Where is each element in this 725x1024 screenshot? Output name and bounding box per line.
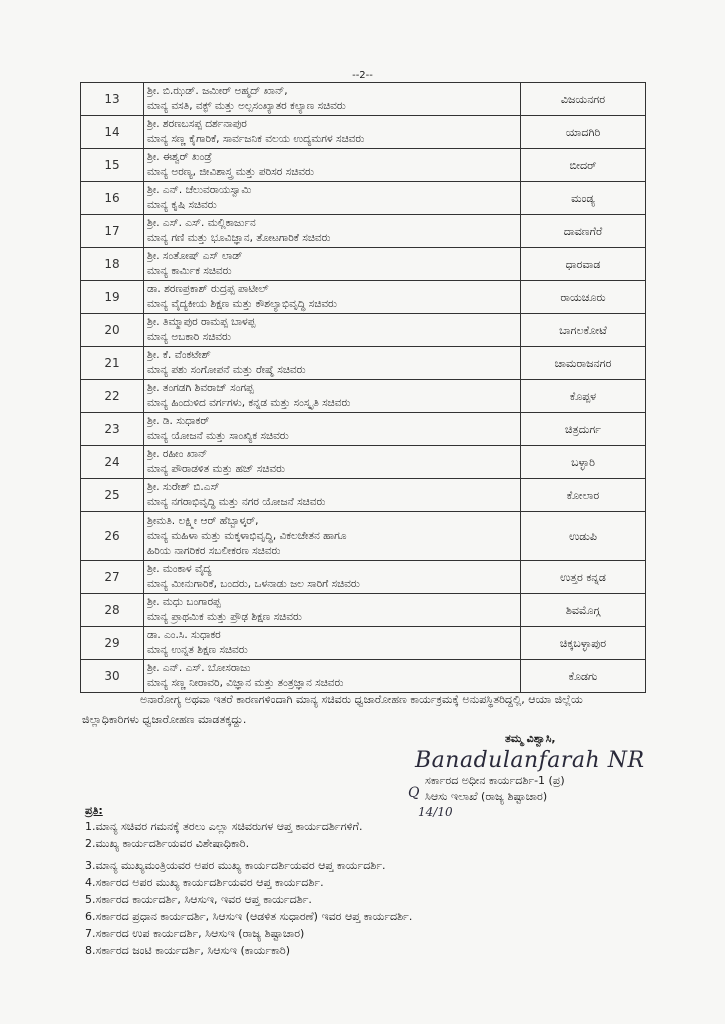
initials-date: 14/10	[418, 805, 453, 819]
minister-name: ಶ್ರೀ. ಸಂತೋಷ್ ಎಸ್ ಲಾಡ್	[147, 250, 243, 262]
copy-item: 7.ಸರ್ಕಾರದ ಉಪ ಕಾರ್ಯದರ್ಶಿ, ಸಿಆಸುಇ (ರಾಜ್ಯ ಶಿಷ್ಟಾಚಾರ)	[85, 927, 305, 940]
copy-heading: ಪ್ರತಿ:	[85, 804, 103, 817]
minister-name: ಡಾ. ಶರಣಪ್ರಕಾಶ್ ರುದ್ರಪ್ಪ ಪಾಟೀಲ್	[147, 283, 269, 295]
serial-number: 27	[81, 561, 144, 594]
district: ದಾವಣಗೆರೆ	[521, 215, 646, 248]
district: ಬಾಗಲಕೋಟೆ	[521, 314, 646, 347]
minister-cell	[144, 215, 521, 248]
district: ಚಿಕ್ಕಬಳ್ಳಾಪುರ	[521, 627, 646, 660]
copy-item: 5.ಸರ್ಕಾರದ ಕಾರ್ಯದರ್ಶಿ, ಸಿಆಸುಇ, ಇವರ ಆಪ್ತ ಕಾರ್ಯದರ್ಶಿ.	[85, 893, 312, 906]
copy-list	[85, 818, 645, 959]
district: ಯಾದಗಿರಿ	[521, 116, 646, 149]
district: ಮಂಡ್ಯ	[521, 182, 646, 215]
serial-number: 19	[81, 281, 144, 314]
serial-number: 22	[81, 380, 144, 413]
minister-cell	[144, 413, 521, 446]
serial-number: 18	[81, 248, 144, 281]
minister-name: ಶ್ರೀ. ಮಂಕಾಳ ವೈದ್ಯ	[147, 563, 212, 575]
minister-cell	[144, 512, 521, 561]
minister-cell	[144, 347, 521, 380]
minister-portfolio: ಮಾನ್ಯ ಪ್ರಾಥಮಿಕ ಮತ್ತು ಪ್ರೌಢ ಶಿಕ್ಷಣ ಸಚಿವರು	[147, 611, 302, 623]
signature: Banadulanfarah NR	[415, 748, 645, 773]
page-number: --2--	[352, 70, 373, 81]
minister-portfolio: ಮಾನ್ಯ ಪೌರಾಡಳಿತ ಮತ್ತು ಹಜ್ ಸಚಿವರು	[147, 463, 285, 475]
district: ಬೀದರ್	[521, 149, 646, 182]
table-row	[81, 594, 646, 627]
serial-number: 17	[81, 215, 144, 248]
district: ಕೋಲಾರ	[521, 479, 646, 512]
minister-name: ಶ್ರೀಮತಿ. ಲಕ್ಷ್ಮೀ ಆರ್ ಹೆಬ್ಬಾಳ್ಕರ್,	[147, 514, 259, 527]
minister-name: ಶ್ರೀ. ಈಶ್ವರ್ ಖಂಡ್ರೆ	[147, 151, 212, 163]
minister-portfolio: ಮಾನ್ಯ ಅಬಕಾರಿ ಸಚಿವರು	[147, 331, 231, 343]
minister-cell	[144, 83, 521, 116]
serial-number: 23	[81, 413, 144, 446]
serial-number: 25	[81, 479, 144, 512]
table-row	[81, 83, 646, 116]
table-row	[81, 116, 646, 149]
serial-number: 28	[81, 594, 144, 627]
serial-number: 14	[81, 116, 144, 149]
minister-portfolio: ಮಾನ್ಯ ಉನ್ನತ ಶಿಕ್ಷಣ ಸಚಿವರು	[147, 644, 248, 656]
district: ಕೊಪ್ಪಳ	[521, 380, 646, 413]
minister-portfolio: ಮಾನ್ಯ ನಗರಾಭಿವೃದ್ಧಿ ಮತ್ತು ನಗರ ಯೋಜನೆ ಸಚಿವರು	[147, 496, 326, 508]
copy-item: 2.ಮುಖ್ಯ ಕಾರ್ಯದರ್ಶಿಯವರ ವಿಶೇಷಾಧಿಕಾರಿ.	[85, 837, 250, 850]
minister-cell	[144, 116, 521, 149]
minister-name: ಶ್ರೀ. ಡಿ. ಸುಧಾಕರ್	[147, 415, 210, 427]
minister-name: ಶ್ರೀ. ಎಸ್. ಎಸ್. ಮಲ್ಲಿಕಾರ್ಜುನ	[147, 217, 256, 229]
district: ಧಾರವಾಡ	[521, 248, 646, 281]
minister-name: ಶ್ರೀ. ತಿಮ್ಮಾಪುರ ರಾಮಪ್ಪ ಬಾಳಪ್ಪ	[147, 316, 256, 328]
minister-cell	[144, 281, 521, 314]
minister-portfolio: ಮಾನ್ಯ ಸಣ್ಣ ಕೈಗಾರಿಕೆ, ಸಾರ್ವಜನಿಕ ವಲಯ ಉದ್ಯಮಗಳ ಸಚಿವರು	[147, 133, 365, 145]
district: ರಾಯಚೂರು	[521, 281, 646, 314]
copy-item: 4.ಸರ್ಕಾರದ ಅಪರ ಮುಖ್ಯ ಕಾರ್ಯದರ್ಶಿಯವರ ಆಪ್ತ ಕಾರ್ಯದರ್ಶಿ.	[85, 876, 324, 889]
serial-number: 20	[81, 314, 144, 347]
table-row	[81, 660, 646, 693]
copy-item: 8.ಸರ್ಕಾರದ ಜಂಟಿ ಕಾರ್ಯದರ್ಶಿ, ಸಿಆಸುಇ (ಕಾರ್ಯಕಾರಿ)	[85, 944, 290, 957]
minister-portfolio: ಮಾನ್ಯ ಹಿಂದುಳಿದ ವರ್ಗಗಳು, ಕನ್ನಡ ಮತ್ತು ಸಂಸ್ಕೃತಿ ಸಚಿವರು	[147, 397, 351, 409]
closing-salutation: ತಮ್ಮ ವಿಶ್ವಾಸಿ,	[505, 732, 556, 745]
serial-number: 13	[81, 83, 144, 116]
minister-portfolio: ಮಾನ್ಯ ಸಣ್ಣ ನೀರಾವರಿ, ವಿಜ್ಞಾನ ಮತ್ತು ತಂತ್ರಜ್ಞಾನ ಸಚಿವರು	[147, 677, 344, 689]
minister-name: ಶ್ರೀ. ರಹೀಂ ಖಾನ್	[147, 448, 208, 460]
serial-number: 21	[81, 347, 144, 380]
initials-mark: Q	[408, 785, 420, 801]
minister-name: ಶ್ರೀ. ಸುರೇಶ್ ಬಿ.ಎಸ್	[147, 481, 220, 493]
copy-item: 1.ಮಾನ್ಯ ಸಚಿವರ ಗಮನಕ್ಕೆ ತರಲು ಎಲ್ಲಾ ಸಚಿವರುಗಳ ಆಪ್ತ ಕಾರ್ಯದರ್ಶಿಗಳಿಗೆ.	[85, 820, 363, 833]
table-row	[81, 479, 646, 512]
table-row	[81, 215, 646, 248]
table-row	[81, 149, 646, 182]
table-row	[81, 347, 646, 380]
minister-name: ಶ್ರೀ. ಎನ್. ಎಸ್. ಬೋಸರಾಜು	[147, 662, 251, 674]
minister-cell	[144, 660, 521, 693]
minister-portfolio: ಮಾನ್ಯ ಪಶು ಸಂಗೋಪನೆ ಮತ್ತು ರೇಷ್ಮೆ ಸಚಿವರು	[147, 364, 306, 376]
serial-number: 26	[81, 512, 144, 561]
designation	[425, 773, 565, 805]
minister-name: ಶ್ರೀ. ತಂಗಡಗಿ ಶಿವರಾಜ್ ಸಂಗಪ್ಪ	[147, 382, 254, 394]
district: ಚಾಮರಾಜನಗರ	[521, 347, 646, 380]
minister-name: ಶ್ರೀ. ಮಧು ಬಂಗಾರಪ್ಪ	[147, 596, 221, 608]
minister-district-table	[80, 82, 646, 693]
serial-number: 16	[81, 182, 144, 215]
minister-name: ಶ್ರೀ. ಎನ್. ಚೆಲುವರಾಯಸ್ವಾಮಿ	[147, 184, 252, 196]
minister-cell	[144, 561, 521, 594]
minister-portfolio: ಮಾನ್ಯ ಅರಣ್ಯ, ಜೀವಿಶಾಸ್ತ್ರ ಮತ್ತು ಪರಿಸರ ಸಚಿವರು	[147, 166, 314, 178]
minister-name: ಶ್ರೀ. ಬಿ.ಝಡ್. ಜಮೀರ್ ಅಹ್ಮದ್ ಖಾನ್,	[147, 85, 288, 97]
minister-cell	[144, 149, 521, 182]
minister-cell	[144, 446, 521, 479]
minister-portfolio: ಮಾನ್ಯ ಮಹಿಳಾ ಮತ್ತು ಮಕ್ಕಳಾಭಿವೃದ್ಧಿ, ವಿಕಲಚೇತನ ಹಾಗೂ	[147, 529, 347, 542]
district: ಬಳ್ಳಾರಿ	[521, 446, 646, 479]
minister-portfolio-cont: ಹಿರಿಯ ನಾಗರಿಕರ ಸಬಲೀಕರಣ ಸಚಿವರು	[147, 544, 281, 557]
minister-cell	[144, 627, 521, 660]
table-row	[81, 281, 646, 314]
copy-item: 6.ಸರ್ಕಾರದ ಪ್ರಧಾನ ಕಾರ್ಯದರ್ಶಿ, ಸಿಆಸುಇ (ಆಡಳಿತ ಸುಧಾರಣೆ) ಇವರ ಆಪ್ತ ಕಾರ್ಯದರ್ಶಿ.	[85, 910, 413, 923]
designation-title: ಸರ್ಕಾರದ ಅಧೀನ ಕಾರ್ಯದರ್ಶಿ-1 (ಪ್ರ)	[425, 774, 565, 787]
serial-number: 24	[81, 446, 144, 479]
table-row	[81, 248, 646, 281]
minister-name: ಶ್ರೀ. ಕೆ. ವೆಂಕಟೇಶ್	[147, 349, 211, 361]
absence-note: ಅನಾರೋಗ್ಯ ಅಥವಾ ಇತರೆ ಕಾರಣಗಳಿಂದಾಗಿ ಮಾನ್ಯ ಸಚಿವರು ಧ್ವಜಾರೋಹಣ ಕಾರ್ಯಕ್ರಮಕ್ಕೆ ಅನುಪಸ್ಥಿತರಿದ್ದಲ್ಲಿ, ಆಯಾ ಜಿಲ್ಲೆಯ ಜಿಲ್ಲಾಧಿಕಾರಿಗಳು ಧ್ವಜಾರೋಹಣ ಮಾಡತಕ್ಕದ್ದು.	[82, 693, 583, 726]
minister-cell	[144, 380, 521, 413]
minister-portfolio: ಮಾನ್ಯ ಕೃಷಿ ಸಚಿವರು	[147, 199, 217, 211]
minister-portfolio: ಮಾನ್ಯ ಯೋಜನೆ ಮತ್ತು ಸಾಂಖ್ಯಿಕ ಸಚಿವರು	[147, 430, 289, 442]
district: ಉತ್ತರ ಕನ್ನಡ	[521, 561, 646, 594]
district: ಕೊಡಗು	[521, 660, 646, 693]
district: ಶಿವಮೊಗ್ಗ	[521, 594, 646, 627]
minister-cell	[144, 594, 521, 627]
minister-cell	[144, 182, 521, 215]
minister-name: ಶ್ರೀ. ಶರಣಬಸಪ್ಪ ದರ್ಶನಾಪುರ	[147, 118, 247, 130]
minister-cell	[144, 248, 521, 281]
minister-portfolio: ಮಾನ್ಯ ಮೀನುಗಾರಿಕೆ, ಬಂದರು, ಒಳನಾಡು ಜಲ ಸಾರಿಗೆ ಸಚಿವರು	[147, 578, 360, 590]
table-row	[81, 627, 646, 660]
table-row	[81, 446, 646, 479]
table-row	[81, 314, 646, 347]
minister-portfolio: ಮಾನ್ಯ ವೈದ್ಯಕೀಯ ಶಿಕ್ಷಣ ಮತ್ತು ಕೌಶಲ್ಯಾಭಿವೃದ್ಧಿ ಸಚಿವರು	[147, 298, 337, 310]
table-row	[81, 182, 646, 215]
copy-item: 3.ಮಾನ್ಯ ಮುಖ್ಯಮಂತ್ರಿಯವರ ಅಪರ ಮುಖ್ಯ ಕಾರ್ಯದರ್ಶಿಯವರ ಆಪ್ತ ಕಾರ್ಯದರ್ಶಿ.	[85, 859, 386, 872]
minister-portfolio: ಮಾನ್ಯ ಗಣಿ ಮತ್ತು ಭೂವಿಜ್ಞಾನ, ತೋಟಗಾರಿಕೆ ಸಚಿವರು	[147, 232, 331, 244]
table-row	[81, 512, 646, 561]
designation-department: ಸಿಆಸು ಇಲಾಖೆ (ರಾಜ್ಯ ಶಿಷ್ಟಾಚಾರ)	[425, 790, 548, 803]
district: ಚಿತ್ರದುರ್ಗ	[521, 413, 646, 446]
serial-number: 29	[81, 627, 144, 660]
serial-number: 15	[81, 149, 144, 182]
minister-cell	[144, 479, 521, 512]
table-row	[81, 413, 646, 446]
serial-number: 30	[81, 660, 144, 693]
minister-portfolio: ಮಾನ್ಯ ಕಾರ್ಮಿಕ ಸಚಿವರು	[147, 265, 232, 277]
minister-portfolio: ಮಾನ್ಯ ವಸತಿ, ವಕ್ಫ್ ಮತ್ತು ಅಲ್ಪಸಂಖ್ಯಾತರ ಕಲ್ಯಾಣ ಸಚಿವರು	[147, 100, 346, 112]
district: ಉಡುಪಿ	[521, 512, 646, 561]
table-row	[81, 561, 646, 594]
table-row	[81, 380, 646, 413]
minister-name: ಡಾ. ಎಂ.ಸಿ. ಸುಧಾಕರ	[147, 629, 221, 641]
minister-cell	[144, 314, 521, 347]
district: ವಿಜಯನಗರ	[521, 83, 646, 116]
